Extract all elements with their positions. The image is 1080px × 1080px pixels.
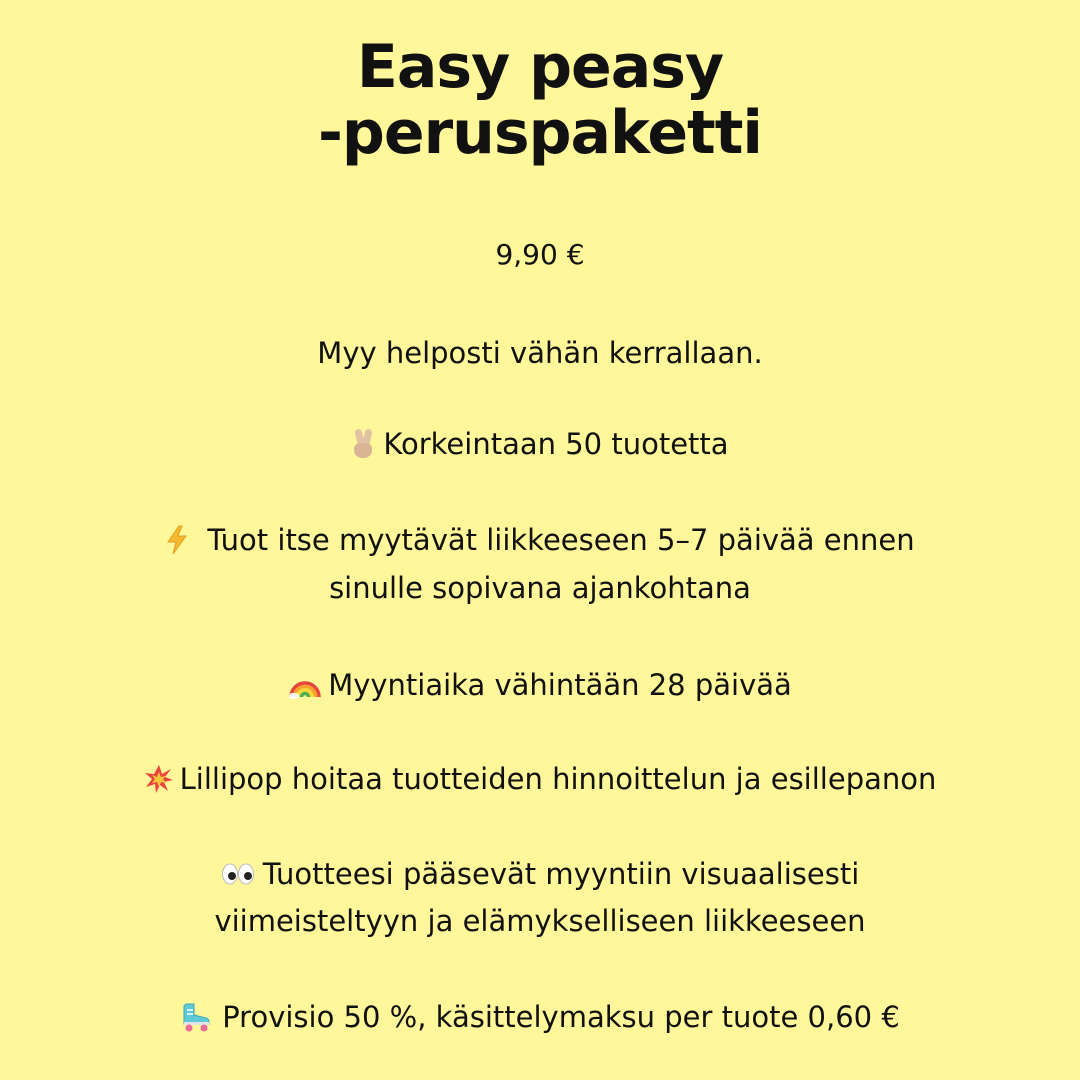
title-line-2: -peruspaketti [318, 98, 762, 168]
feature-text: Myyntiaika vähintään 28 päivää [328, 668, 792, 702]
lightning-icon [165, 525, 189, 555]
feature-text: viimeisteltyyn ja elämykselliseen liikkeeseen [214, 904, 866, 938]
feature-commission [0, 994, 1080, 1040]
feature-text: sinulle sopivana ajankohtana [329, 571, 751, 605]
feature-text: Provisio 50 %, käsittelymaksu per tuote 0,60 € [222, 1000, 900, 1034]
feature-sales-period [0, 662, 1080, 708]
feature-visual-store [0, 851, 1080, 897]
feature-drop-off-continued [0, 565, 1080, 611]
package-price: 9,90 € [495, 238, 585, 271]
feature-text: Tuot itse myytävät liikkeeseen 5–7 päivää ennen [207, 523, 915, 557]
collision-icon [144, 764, 174, 794]
feature-pricing-display [0, 756, 1080, 802]
feature-drop-off [0, 517, 1080, 563]
feature-visual-store-continued [0, 898, 1080, 944]
roller-skate-icon [180, 1001, 212, 1033]
package-title [0, 34, 1080, 166]
title-line-1: Easy peasy [356, 32, 724, 102]
feature-product-limit [0, 421, 1080, 467]
victory-hand-icon [351, 429, 375, 459]
feature-text: Korkeintaan 50 tuotetta [383, 427, 729, 461]
feature-text: Tuotteesi pääsevät myyntiin visuaalisesti [262, 857, 860, 891]
package-tagline: Myy helposti vähän kerrallaan. [317, 336, 763, 370]
feature-text: Lillipop hoitaa tuotteiden hinnoittelun ja esillepanon [179, 762, 937, 796]
eyes-icon [221, 862, 255, 886]
rainbow-icon [288, 670, 322, 700]
